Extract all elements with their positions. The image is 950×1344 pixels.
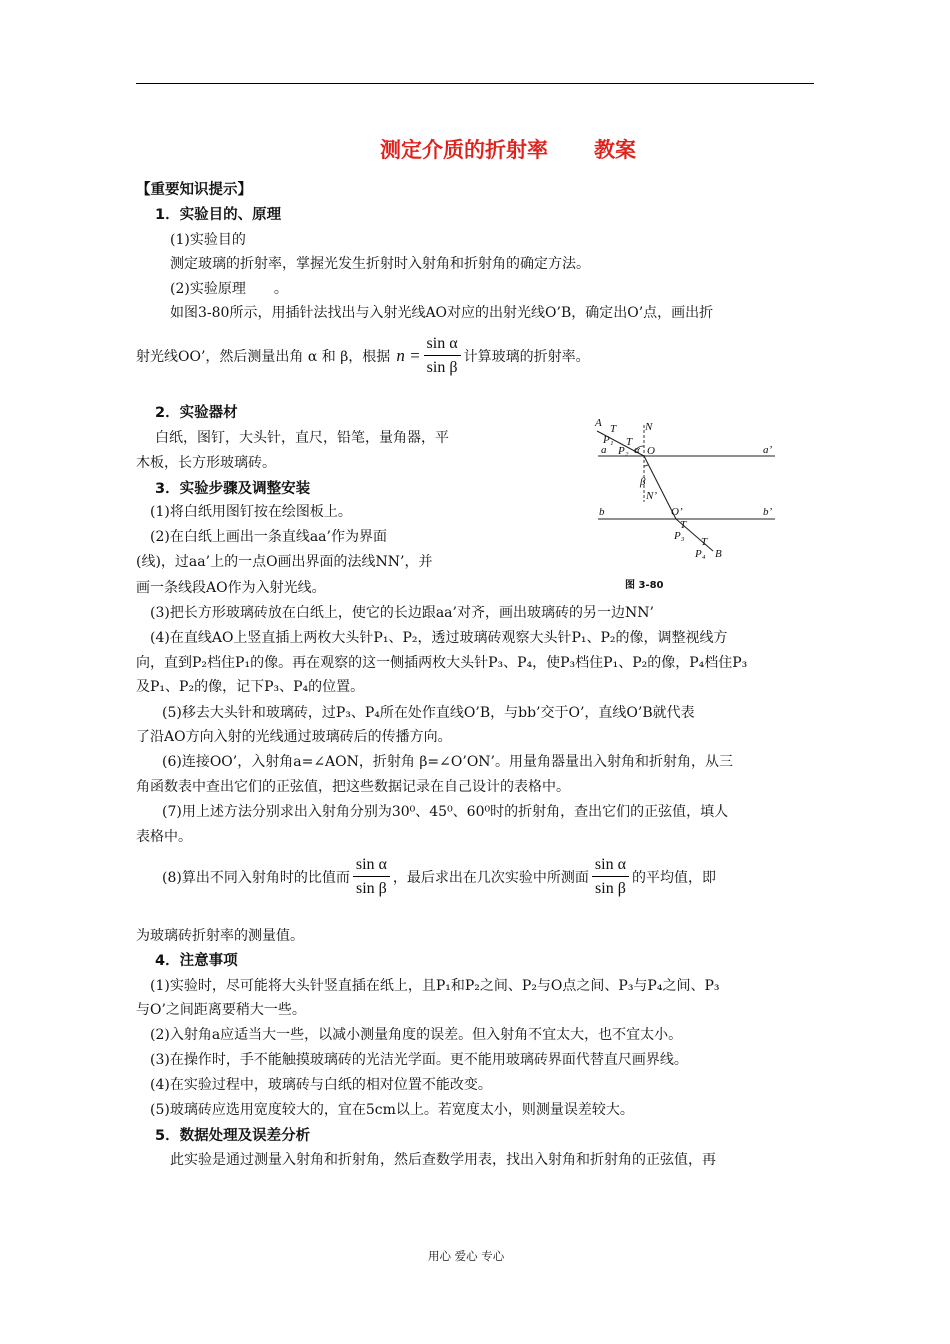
s4-line-1: (1)实验时，尽可能将大头针竖直插在纸上，且P₁和P₂之间、P₂与O点之间、P₃与P₄之间、P₃ xyxy=(150,978,720,994)
label-O: O xyxy=(647,445,655,457)
title-suffix: 教案 xyxy=(594,138,636,162)
s4-heading: 4．注意事项 xyxy=(155,953,238,969)
figure-caption: 图 3-80 xyxy=(625,580,664,591)
s3-heading: 3．实验步骤及调整安装 xyxy=(155,481,311,497)
s4-line-6: (5)玻璃砖应选用宽度较大的，宜在5cm以上。若宽度太小，则测量误差较大。 xyxy=(150,1102,634,1118)
s3-line-15b: ，最后求出在几次实验中所测面 xyxy=(392,870,589,886)
s3-line-5: (3)把长方形玻璃砖放在白纸上，使它的长边跟aa’对齐，画出玻璃砖的另一边NN’ xyxy=(150,605,654,621)
s1-line-5a: 射光线OO’，然后测量出角 α 和 β，根据 xyxy=(136,349,391,365)
s2-line-1: 白纸，图钉，大头针，直尺，铅笔，量角器，平 xyxy=(155,430,449,446)
fraction-denominator: sin β xyxy=(426,359,458,376)
s3-line-4: 画一条线段AO作为入射光线。 xyxy=(136,580,326,596)
label-N: N xyxy=(645,421,653,433)
label-P1: P₁ xyxy=(603,434,614,446)
s3-line-16: 为玻璃砖折射率的测量值。 xyxy=(136,928,304,944)
formula-n: n = xyxy=(396,346,421,365)
s3-line-15c: 的平均值，即 xyxy=(631,870,716,886)
label-T1: T xyxy=(610,423,617,435)
s3-line-2: (2)在白纸上画出一条直线aa’作为界面 xyxy=(150,529,387,545)
label-B: B xyxy=(715,548,722,560)
s3-line-9: (5)移去大头针和玻璃砖，过P₃、P₄所在处作直线O’B，与bb’交于O’，直线O’B就代表 xyxy=(162,705,695,721)
s3-line-15a: (8)算出不同入射角时的比值而 xyxy=(162,870,350,886)
label-N-prime: N’ xyxy=(646,490,657,502)
fraction-numerator: sin α xyxy=(424,334,461,356)
ratio-2-denominator: sin β xyxy=(595,880,626,897)
page-footer: 用心 爱心 专心 xyxy=(428,1249,505,1263)
section-header: 【重要知识提示】 xyxy=(136,182,252,198)
s2-heading: 2．实验器材 xyxy=(155,405,238,421)
s3-line-13: (7)用上述方法分别求出入射角分别为30⁰、45⁰、60⁰时的折射角，查出它们的正弦值，填人 xyxy=(162,804,729,820)
label-alpha: α xyxy=(634,444,640,456)
s3-line-14: 表格中。 xyxy=(136,829,192,845)
label-T3: T xyxy=(680,519,687,531)
title-main: 测定介质的折射率 xyxy=(380,138,548,162)
s2-line-2: 木板，长方形玻璃砖。 xyxy=(136,455,276,471)
label-T4: T xyxy=(701,536,708,548)
s3-line-11: (6)连接OO’，入射角a=∠AON，折射角 β=∠O’ON’。用量角器量出入射角和折射角，从三 xyxy=(162,754,733,770)
label-beta: β xyxy=(640,476,646,488)
label-P4: P₄ xyxy=(695,548,706,560)
s3-line-8: 及P₁、P₂的像，记下P₃、P₄的位置。 xyxy=(136,679,365,695)
s1-line-4: 如图3-80所示，用插针法找出与入射光线AO对应的出射光线O’B，确定出O’点，画出折 xyxy=(170,305,714,321)
ratio-2-numerator: sin α xyxy=(592,855,629,877)
s1-formula-line xyxy=(136,334,590,378)
ratio-1-numerator: sin α xyxy=(353,855,390,877)
label-A: A xyxy=(595,417,602,429)
formula-fraction xyxy=(424,334,461,378)
refraction-diagram xyxy=(585,405,780,575)
s3-line-1: (1)将白纸用图钉按在绘图板上。 xyxy=(150,504,352,520)
s3-line-10: 了沿AO方向入射的光线通过玻璃砖后的传播方向。 xyxy=(136,729,452,745)
angle-beta-arc xyxy=(644,465,648,466)
s3-line-12: 角函数表中查出它们的正弦值，把这些数据记录在自己设计的表格中。 xyxy=(136,779,570,795)
page-title xyxy=(380,134,636,164)
s1-line-1: (1)实验目的 xyxy=(170,232,246,248)
s4-line-3: (2)入射角a应适当大一些，以减小测量角度的误差。但入射角不宜太大，也不宜太小。 xyxy=(150,1027,683,1043)
label-b: b xyxy=(599,506,605,518)
label-O-prime: O’ xyxy=(671,506,683,518)
label-P3: P₃ xyxy=(674,530,685,542)
s3-line-7: 向，直到P₂档住P₁的像。再在观察的这一侧插两枚大头针P₃、P₄，使P₃档住P₁、P₂的像，P₄档住P₃ xyxy=(136,655,748,671)
s1-line-5b: 计算玻璃的折射率。 xyxy=(463,349,590,365)
s1-line-2: 测定玻璃的折射率，掌握光发生折射时入射角和折射角的确定方法。 xyxy=(170,256,590,272)
header-rule xyxy=(136,83,814,84)
s3-line-3: (线)，过aa’上的一点O画出界面的法线NN’，并 xyxy=(136,554,433,570)
ratio-fraction-2 xyxy=(592,855,629,899)
s1-heading: 1．实验目的、原理 xyxy=(155,207,282,223)
label-T2: T xyxy=(626,436,633,448)
label-a-prime: a’ xyxy=(763,444,773,456)
label-P2: P₂ xyxy=(618,445,629,457)
ratio-1-denominator: sin β xyxy=(355,880,387,897)
s4-line-2: 与O’之间距离要稍大一些。 xyxy=(136,1002,306,1018)
s3-line-6: (4)在直线AO上竖直插上两枚大头针P₁、P₂，透过玻璃砖观察大头针P₁、P₂的像，调整视线方 xyxy=(150,630,728,646)
s5-heading: 5．数据处理及误差分析 xyxy=(155,1128,311,1144)
s5-line-1: 此实验是通过测量入射角和折射角，然后查数学用表，找出入射角和折射角的正弦值，再 xyxy=(170,1152,716,1168)
label-a: a xyxy=(601,444,607,456)
s3-formula-line xyxy=(162,855,716,899)
s4-line-4: (3)在操作时，手不能触摸玻璃砖的光洁光学面。更不能用玻璃砖界面代替直尺画界线。 xyxy=(150,1052,688,1068)
s1-line-3: (2)实验原理 。 xyxy=(170,281,288,297)
ratio-fraction-1 xyxy=(353,855,390,899)
label-b-prime: b’ xyxy=(763,506,773,518)
s4-line-5: (4)在实验过程中，玻璃砖与白纸的相对位置不能改变。 xyxy=(150,1077,492,1093)
